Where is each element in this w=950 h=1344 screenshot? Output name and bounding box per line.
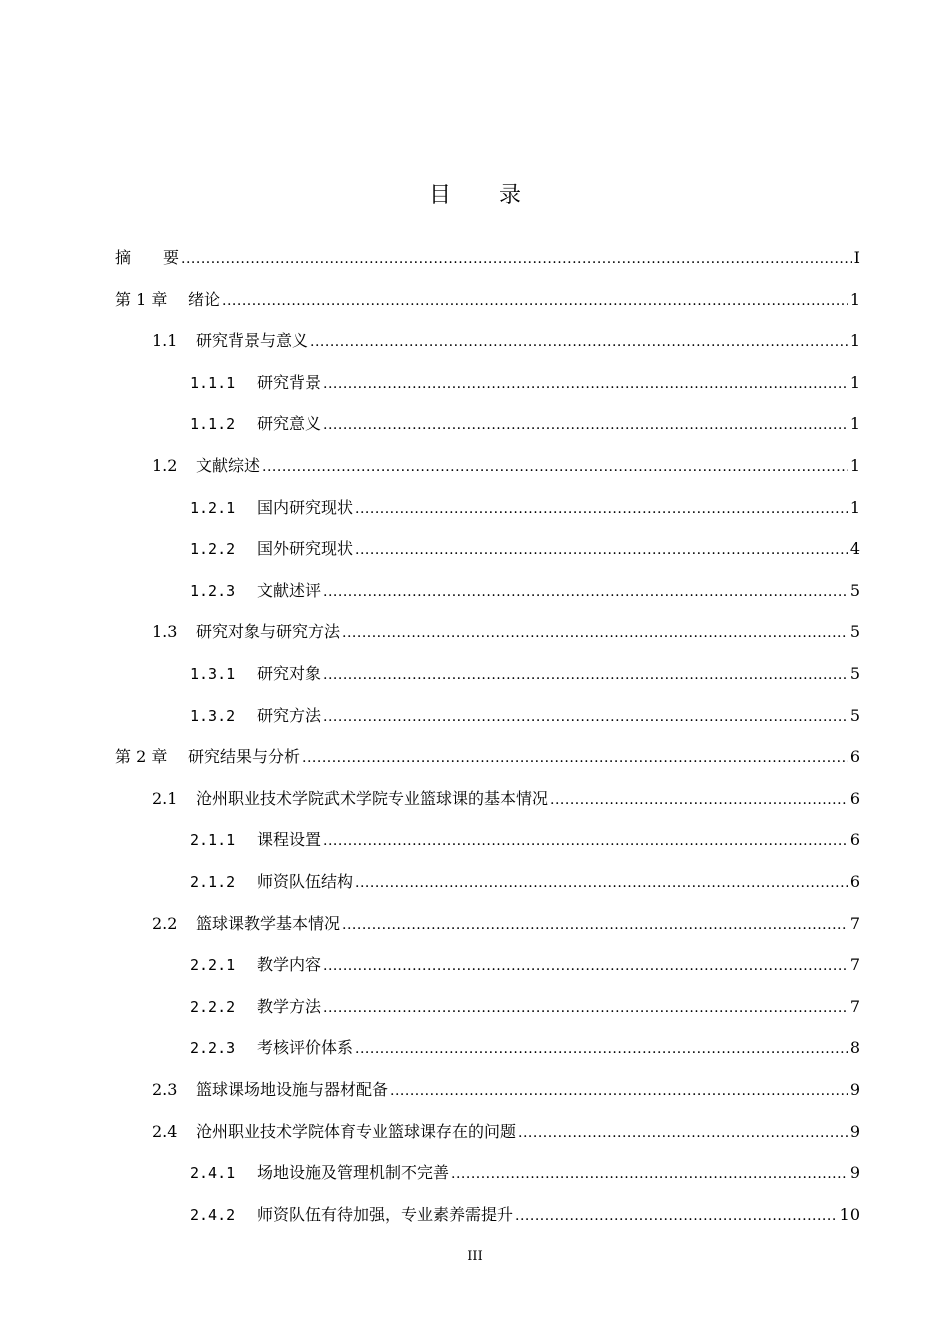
toc-entry-number: 1.2.1 [190, 498, 236, 517]
toc-dot-leader [323, 411, 848, 439]
toc-entry[interactable] [190, 702, 860, 730]
toc-entry-label: 国内研究现状 [257, 497, 354, 517]
toc-dot-leader [323, 661, 848, 689]
toc-entry-number: 2.1.1 [190, 831, 236, 850]
toc-entry-number: 1.3.2 [190, 706, 236, 725]
toc-entry-label: 教学内容 [257, 955, 322, 975]
toc-entry-label: 文献综述 [196, 456, 261, 475]
toc-entry-label: 文献述评 [257, 580, 322, 600]
toc-entry-label: 师资队伍结构 [257, 872, 354, 891]
toc-entry-number: 2.2.2 [190, 997, 236, 1016]
toc-dot-leader [355, 495, 848, 523]
toc-entry[interactable] [152, 1076, 860, 1104]
toc-dot-leader [222, 287, 848, 315]
toc-entry-label: 研究方法 [257, 705, 322, 725]
toc-entry-number: 2.4.1 [190, 1164, 236, 1183]
toc-entry[interactable] [190, 1201, 860, 1229]
toc-entry-label: 研究背景与意义 [196, 331, 309, 351]
toc-dot-leader [451, 1160, 848, 1188]
toc-entry-label: 研究对象 [257, 664, 322, 683]
toc-entry[interactable] [190, 577, 860, 605]
toc-entry-page: 9 [849, 1163, 860, 1183]
toc-entry-label: 师资队伍有待加强，专业素养需提升 [257, 1204, 514, 1224]
toc-entry[interactable] [152, 785, 860, 813]
toc-entry-label: 摘 要 [115, 248, 180, 267]
toc-entry-page: 8 [849, 1038, 860, 1058]
toc-dot-leader [323, 578, 848, 606]
toc-entry-page: 4 [849, 539, 860, 559]
toc-entry-label: 教学方法 [257, 996, 322, 1016]
toc-entry-number: 2.4.2 [190, 1205, 236, 1224]
toc-entry-label: 课程设置 [257, 830, 322, 850]
toc-entry-label: 场地设施及管理机制不完善 [257, 1163, 450, 1183]
toc-entry-number: 1.3.1 [190, 665, 236, 683]
toc-entry-page: 10 [839, 1204, 860, 1224]
toc-dot-leader [342, 911, 848, 939]
toc-entry[interactable] [190, 1159, 860, 1187]
toc-entry-number: 1.1.2 [190, 415, 236, 434]
toc-entry-number: 2.2.1 [190, 956, 236, 975]
toc-entry-number: 1.2 [152, 456, 178, 475]
toc-dot-leader [181, 245, 852, 273]
toc-entry-number: 1.1 [152, 331, 178, 351]
page-number-footer: III [467, 1249, 483, 1264]
toc-dot-leader [518, 1119, 848, 1147]
toc-entry[interactable] [190, 826, 860, 854]
toc-entry[interactable] [190, 660, 860, 688]
toc-entry-page: 1 [849, 372, 860, 392]
toc-entry-page: 6 [849, 872, 860, 891]
toc-dot-leader [323, 827, 848, 855]
toc-entry-page: 1 [849, 456, 860, 475]
toc-entry-label: 篮球课教学基本情况 [196, 913, 341, 933]
toc-entry-number: 2.3 [152, 1080, 178, 1099]
toc-entry[interactable] [152, 910, 860, 938]
toc-dot-leader [323, 952, 848, 980]
toc-entry-number: 2.2 [152, 913, 178, 933]
toc-entry-page: I [853, 248, 860, 267]
toc-entry-page: 6 [849, 747, 860, 767]
toc-entry-label: 研究结果与分析 [188, 747, 301, 767]
toc-dot-leader [515, 1202, 838, 1230]
toc-entry-page: 1 [849, 289, 860, 309]
toc-dot-leader [323, 703, 848, 731]
toc-entry-page: 6 [849, 788, 860, 808]
toc-entry[interactable] [190, 535, 860, 563]
toc-entry[interactable] [152, 1118, 860, 1146]
toc-entry-page: 7 [849, 996, 860, 1016]
toc-entry[interactable] [115, 286, 860, 314]
toc-entry-page: 1 [849, 497, 860, 517]
toc-dot-leader [390, 1077, 848, 1105]
toc-entry-number: 2.4 [152, 1121, 178, 1141]
toc-entry-page: 5 [849, 622, 860, 642]
toc-dot-leader [355, 536, 848, 564]
toc-dot-leader [550, 786, 848, 814]
toc-entry-page: 5 [849, 705, 860, 725]
toc-entry-label: 研究意义 [257, 414, 322, 434]
toc-entry-page: 6 [849, 830, 860, 850]
toc-entry-label: 研究对象与研究方法 [196, 622, 341, 642]
toc-entry-number: 1.2.3 [190, 581, 236, 600]
title-char-2: 录 [499, 183, 522, 208]
toc-entry-page: 9 [849, 1080, 860, 1099]
toc-entry-number: 第 1 章 [115, 289, 168, 309]
toc-entry-page: 7 [849, 955, 860, 975]
toc-entry-label: 绪论 [188, 289, 221, 309]
toc-entry[interactable] [190, 868, 860, 896]
toc-entry-number: 1.2.2 [190, 540, 236, 559]
toc-entry[interactable] [190, 410, 860, 438]
toc-dot-leader [310, 328, 848, 356]
toc-entry-label: 考核评价体系 [257, 1038, 354, 1058]
toc-entry-number: 2.1 [152, 788, 178, 808]
toc-dot-leader [342, 619, 848, 647]
toc-entry-number: 第 2 章 [115, 747, 168, 767]
toc-entry[interactable] [152, 327, 860, 355]
toc-entry-page: 1 [849, 414, 860, 434]
toc-entry-page: 1 [849, 331, 860, 351]
toc-dot-leader [262, 453, 848, 481]
toc-entry-number: 2.2.3 [190, 1039, 236, 1058]
toc-entry-page: 9 [849, 1121, 860, 1141]
toc-entry[interactable] [152, 452, 860, 480]
toc-entry-page: 7 [849, 913, 860, 933]
toc-entry-page: 5 [849, 580, 860, 600]
toc-entry-number: 2.1.2 [190, 873, 236, 891]
toc-dot-leader [355, 1035, 848, 1063]
toc-entry-label: 篮球课场地设施与器材配备 [196, 1080, 389, 1099]
toc-entry[interactable] [190, 951, 860, 979]
title-char-1: 目 [428, 183, 451, 208]
toc-entry[interactable] [190, 993, 860, 1021]
toc-entry-number: 1.3 [152, 622, 178, 642]
toc-entry-label: 沧州职业技术学院武术学院专业篮球课的基本情况 [196, 788, 549, 808]
page-title [0, 178, 950, 209]
toc-dot-leader [355, 869, 848, 897]
toc-entry[interactable] [190, 369, 860, 397]
toc-dot-leader [323, 370, 848, 398]
toc-dot-leader [302, 744, 848, 772]
toc-entry-label: 研究背景 [257, 372, 322, 392]
toc-entry-label: 沧州职业技术学院体育专业篮球课存在的问题 [196, 1121, 517, 1141]
toc-entry[interactable] [190, 494, 860, 522]
toc-entry-label: 国外研究现状 [257, 539, 354, 559]
toc-dot-leader [323, 994, 848, 1022]
toc-entry[interactable] [152, 618, 860, 646]
toc-entry-page: 5 [849, 664, 860, 683]
toc-entry[interactable] [115, 244, 860, 272]
toc-entry[interactable] [115, 743, 860, 771]
toc-entry[interactable] [190, 1034, 860, 1062]
toc-entry-number: 1.1.1 [190, 373, 236, 392]
